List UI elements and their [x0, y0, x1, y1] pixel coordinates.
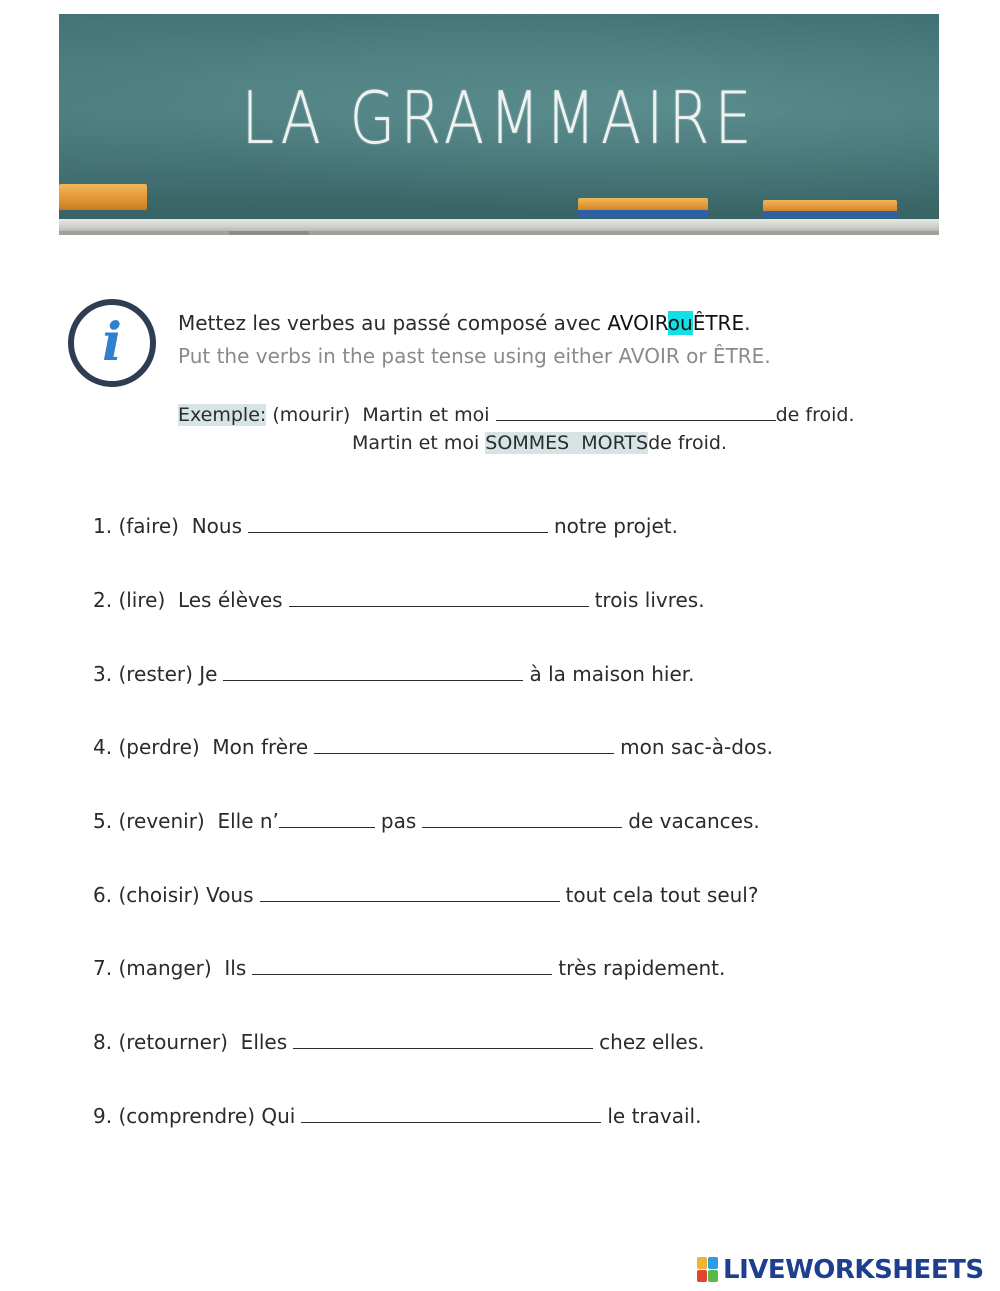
instruction-english: Put the verbs in the past tense using either AVOIR or ÊTRE. — [178, 344, 771, 368]
answer-blank-3[interactable] — [223, 662, 523, 681]
item-prompt: 6. (choisir) Vous — [93, 883, 254, 907]
eraser-middle — [578, 198, 708, 212]
item-prompt: 3. (rester) Je — [93, 662, 218, 686]
item-continuation: trois livres. — [594, 588, 705, 612]
item-prompt: 8. (retourner) Elles — [93, 1030, 288, 1054]
item-middle: pas — [380, 809, 417, 833]
item-prompt: 5. (revenir) Elle n’ — [93, 809, 279, 833]
example-prompt-end: de froid. — [775, 404, 855, 426]
chalk-ledge — [59, 219, 939, 231]
example-blank — [496, 402, 776, 421]
answer-blank-1[interactable] — [248, 514, 548, 533]
item-continuation: tout cela tout seul? — [565, 883, 759, 907]
info-glyph: i — [102, 312, 122, 373]
chalk-shelf-block — [229, 231, 309, 235]
exercise-item-3 — [93, 662, 695, 686]
instruction-french-suffix: . — [744, 311, 751, 335]
exercise-item-8 — [93, 1030, 705, 1054]
answer-blank-4[interactable] — [314, 735, 614, 754]
item-continuation: notre projet. — [554, 514, 678, 538]
answer-blank-5a[interactable] — [279, 809, 375, 828]
example-answer-end: de froid. — [648, 432, 727, 454]
answer-blank-2[interactable] — [289, 588, 589, 607]
chalkboard-banner — [59, 14, 939, 235]
item-prompt: 9. (comprendre) Qui — [93, 1104, 296, 1128]
item-continuation: le travail. — [607, 1104, 702, 1128]
exercise-item-7 — [93, 956, 725, 980]
exercise-item-6 — [93, 883, 758, 907]
example-label: Exemple: — [178, 404, 267, 426]
example-answer-prefix: Martin et moi — [352, 432, 486, 454]
instruction-french-prefix: Mettez les verbes au passé composé avec — [178, 311, 608, 335]
eraser-left — [59, 184, 147, 210]
exercise-item-4 — [93, 735, 773, 759]
item-prompt: 7. (manger) Ils — [93, 956, 247, 980]
keyword-etre: ÊTRE — [692, 311, 745, 335]
info-icon — [68, 299, 156, 387]
example-prompt — [178, 402, 855, 426]
exercise-item-1 — [93, 514, 678, 538]
exercise-item-2 — [93, 588, 705, 612]
answer-blank-5b[interactable] — [422, 809, 622, 828]
item-prompt: 4. (perdre) Mon frère — [93, 735, 309, 759]
item-continuation: à la maison hier. — [529, 662, 695, 686]
answer-blank-8[interactable] — [293, 1030, 593, 1049]
exercise-item-5 — [93, 809, 760, 833]
chalk-ledge-base — [59, 231, 939, 235]
keyword-ou: ou — [667, 311, 693, 335]
instruction-french — [178, 311, 750, 335]
answer-blank-7[interactable] — [252, 956, 552, 975]
exercise-item-9 — [93, 1104, 701, 1128]
item-continuation: chez elles. — [599, 1030, 705, 1054]
item-continuation: de vacances. — [628, 809, 760, 833]
example-answer-line — [352, 432, 727, 454]
example-answer: SOMMES MORTS — [485, 432, 649, 454]
logo-text: LIVEWORKSHEETS — [723, 1255, 984, 1285]
keyword-avoir: AVOIR — [607, 311, 668, 335]
item-continuation: très rapidement. — [558, 956, 726, 980]
liveworksheets-logo-icon — [697, 1257, 719, 1283]
liveworksheets-logo[interactable] — [697, 1255, 984, 1285]
eraser-right — [763, 200, 897, 213]
item-prompt: 1. (faire) Nous — [93, 514, 242, 538]
item-continuation: mon sac-à-dos. — [620, 735, 773, 759]
item-prompt: 2. (lire) Les élèves — [93, 588, 283, 612]
banner-title: LA GRAMMAIRE — [241, 76, 757, 160]
example-prompt-text: (mourir) Martin et moi — [266, 404, 496, 426]
answer-blank-6[interactable] — [260, 883, 560, 902]
answer-blank-9[interactable] — [301, 1104, 601, 1123]
